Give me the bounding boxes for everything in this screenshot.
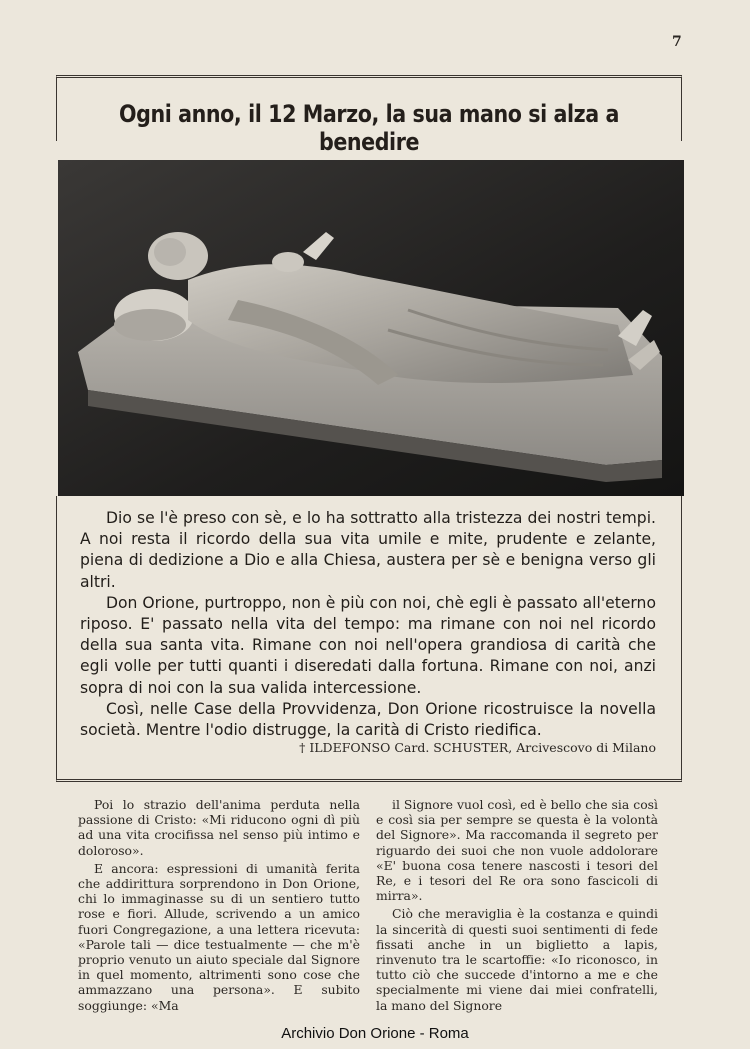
article-paragraph: Ciò che meraviglia è la costanza e quindi la sincerità di questi suoi sentimenti di fede fissati anche in un biglietto a lapis, rinvenuto tra le scartoffie: «Io riconosco, in tutto ciò che succede d'intorno a me e che specialmente mi viene dai miei confratelli, la mano del Signore — [376, 906, 658, 1013]
article-paragraph: Poi lo strazio dell'anima perduta nella passione di Cristo: «Mi riducono ogni dì più ad una vita crocifissa nel senso più intimo e doloroso». — [78, 797, 360, 858]
quote-signature: † ILDEFONSO Card. SCHUSTER, Arcivescovo di Milano — [299, 740, 656, 755]
quote-paragraph: Dio se l'è preso con sè, e lo ha sottratto alla tristezza dei nostri tempi. A noi resta il ricordo della sua vita umile e mite, prudente e zelante, piena di dedizione a Dio e alla Chiesa, austera per sè e benigna verso gli altri. — [80, 509, 656, 591]
quote-paragraph: Don Orione, purtroppo, non è più con noi, chè egli è passato all'eterno riposo. E' passato nella vita del tempo: ma rimane con noi nel ricordo della sua santa vita. Rimane con noi nell'opera grandiosa di carità che egli volle per tutti quanti i diseredati dalla fortuna. Rimane con noi, anzi sopra di noi con la sua valida intercessione. — [80, 593, 656, 697]
article-paragraph: il Signore vuol così, ed è bello che sia così e così sia per sempre se questa è la volontà del Signore». Ma raccomanda il segreto per riguardo dei suoi che non vuole addolorare «E' buona cosa tenere nascosti i tesori del Re, e i tesori del Re ora sono fascicoli di mirra». — [376, 797, 658, 904]
archive-footer: Archivio Don Orione - Roma — [281, 1025, 469, 1042]
page-number: 7 — [672, 34, 682, 50]
article-column-left — [78, 797, 360, 1016]
quote-paragraph: Così, nelle Case della Provvidenza, Don Orione ricostruisce la novella società. Mentre l'odio distrugge, la carità di Cristo riedifica. — [80, 699, 656, 740]
memorial-quote — [80, 508, 656, 741]
effigy-statue-image — [58, 160, 684, 496]
article-column-right — [376, 797, 658, 1016]
page-title: Ogni anno, il 12 Marzo, la sua mano si alza a benedire — [119, 100, 619, 156]
article-paragraph: E ancora: espressioni di umanità ferita che addirittura sorprendono in Don Orione, chi lo immaginasse su di un sentiero tutto rose e fiori. Allude, scrivendo a un amico fuori Congregazione, a una lettera ricevuta: «Parole tali — dice testualmente — che m'è proprio venuto un aiuto speciale dal Signore in quel momento, altrimenti sono cose che ammazzano una persona». E subito soggiunge: «Ma — [78, 860, 360, 1013]
effigy-photo — [58, 160, 684, 496]
